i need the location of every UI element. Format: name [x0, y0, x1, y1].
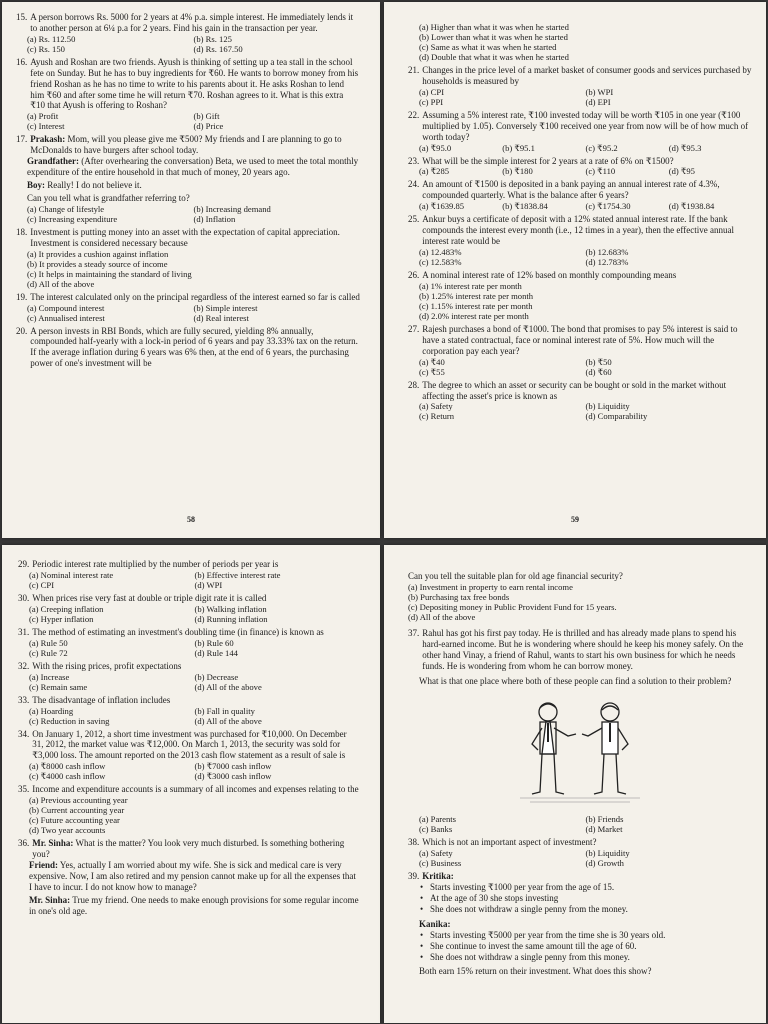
- option-d: (d) All of the above: [27, 278, 95, 289]
- question-prompt: What is that one place where both of these people can find a solution to their problem?: [419, 675, 732, 686]
- question-36-continued: [408, 571, 752, 622]
- question-text: On January 1, 2012, a short time investment was purchased for ₹10,000. On December 31, 2012, the market value was ₹12,000. On March 1, 2013, the security was sold for ₹3,000 loss. The amount reported on the 2013 cash flow statement as a result of sale is: [32, 728, 347, 761]
- option-b: (b) Liquidity: [585, 848, 630, 859]
- options: [16, 34, 360, 54]
- question-text: Changes in the price level of a market basket of consumer goods and services purchased by households is measured by: [422, 65, 752, 86]
- question-text: Ayush and Roshan are two friends. Ayush is thinking of setting up a tea stall in the school fete on Sunday. But he has to buy ingredients for ₹60. He wants to borrow money from his friend Roshan as he has no time to write to his parents about it. He asks Roshan to lend him ₹60 and after some time he will return ₹70. Roshan agrees to it. What is this extra ₹10 that Ayush is offering to Roshan?: [30, 56, 359, 111]
- option-c: (c) CPI: [29, 579, 55, 590]
- option-d: (d) Market: [585, 824, 623, 835]
- options: [408, 22, 752, 62]
- option-b: (b) WPI: [585, 86, 614, 97]
- question-number: 34.: [18, 728, 30, 739]
- option-c: (c) Reduction in saving: [29, 715, 110, 726]
- question-text: Ankur buys a certificate of deposit with a 12% stated annual interest rate. If the bank compounds the interest every month (i.e., 12 times in a year), then the effective annual interest rate would be: [422, 214, 734, 247]
- question-31: [18, 627, 360, 658]
- question-34: [18, 729, 360, 782]
- question-text: When prices rise very fast at double or triple digit rate it is called: [32, 592, 267, 603]
- option-d: (d) Running inflation: [194, 613, 268, 624]
- option-c: (c) 1.15% interest rate per month: [419, 300, 533, 311]
- question-text: The degree to which an asset or security can be bought or sold in the market without affecting the asset's price is known as: [422, 379, 727, 401]
- question-number: 37.: [408, 627, 420, 638]
- option-d: (d) Real interest: [193, 312, 249, 323]
- question-number: 19.: [16, 291, 28, 302]
- page-61-content: [408, 571, 752, 980]
- kanika-list: [408, 930, 752, 963]
- men-conversation-icon: [510, 694, 650, 806]
- option-a: (a) 12.483%: [419, 246, 462, 257]
- dialogue-line: Yes, actually I am worried about my wife. She is sick and medical care is very expensive. Now, I am also retired and my pension cannot make up for all the expenses that I have to incur. I do not know how to manage?: [29, 859, 356, 892]
- list-item: • She does not withdraw a single penny from this money.: [420, 952, 752, 963]
- question-19: [16, 292, 360, 323]
- option-a: (a) Compound interest: [27, 302, 105, 313]
- option-b: (b) Liquidity: [585, 401, 630, 412]
- person-name: Kritika:: [422, 871, 454, 882]
- options: [408, 87, 752, 107]
- options: [18, 672, 360, 692]
- list-item: • She continue to invest the same amount till the age of 60.: [420, 941, 752, 952]
- option-d: (d) Inflation: [193, 213, 236, 224]
- option-a: (a) It provides a cushion against inflation: [27, 248, 169, 259]
- question-number: 24.: [408, 179, 420, 190]
- option-c: (c) 12.583%: [419, 256, 462, 267]
- option-c: (c) Remain same: [29, 681, 88, 692]
- speaker-name: Friend:: [29, 859, 58, 870]
- option-c: (c) ₹1754.30: [585, 201, 631, 212]
- option-a: (a) Rule 50: [29, 637, 68, 648]
- option-c: (c) Business: [419, 858, 462, 869]
- options: [408, 814, 752, 834]
- dialogue-line: Really! I do not believe it.: [47, 179, 142, 190]
- option-a: (a) Rs. 112.50: [27, 33, 76, 44]
- list-item: • Starts investing ₹1000 per year from the age of 15.: [420, 882, 752, 893]
- question-text: A person invests in RBI Bonds, which are fully secured, yielding 8% annually, compounded half-yearly with a lock-in period of 6 years and pay 33.33% tax on the return. If the average inflation during 6 years was 6% then, at the end of 6 years, the purchasing power of one's investment will be: [30, 325, 358, 369]
- options: [408, 247, 752, 267]
- question-number: 36.: [18, 838, 30, 849]
- question-text: Which is not an important aspect of investment?: [422, 837, 597, 848]
- question-text: The disadvantage of inflation includes: [32, 694, 171, 705]
- option-d: (d) Rule 144: [194, 647, 238, 658]
- options: [16, 303, 360, 323]
- question-number: 17.: [16, 134, 28, 145]
- option-c: (c) ₹4000 cash inflow: [29, 771, 106, 782]
- option-b: (b) Rs. 125: [193, 33, 232, 44]
- dialogue-line: True my friend. One needs to make enough provisions for some regular income in one's old age.: [29, 894, 359, 916]
- options: [408, 848, 752, 868]
- option-d: (d) Growth: [585, 858, 624, 869]
- option-d: (d) ₹3000 cash inflow: [194, 771, 272, 782]
- option-d: (d) All of the above: [194, 681, 262, 692]
- option-c: (c) Rule 72: [29, 647, 68, 658]
- question-text: Income and expenditure accounts is a summary of all incomes and expenses relating to the: [32, 784, 359, 795]
- question-22: [408, 110, 752, 153]
- option-b: (b) ₹50: [585, 356, 612, 367]
- option-d: (d) Comparability: [585, 411, 648, 422]
- option-b: (b) ₹95.1: [502, 142, 535, 153]
- option-a: (a) Increase: [29, 671, 70, 682]
- option-b: (b) 12.683%: [585, 246, 629, 257]
- option-b: (b) Rule 60: [194, 637, 234, 648]
- page-number: 58: [187, 515, 195, 524]
- question-number: 35.: [18, 784, 30, 795]
- question-number: 22.: [408, 109, 420, 120]
- question-text: Investment is putting money into an asset with the expectation of capital appreciation. Investment is considered necessary because: [30, 226, 340, 248]
- question-28: [408, 380, 752, 422]
- question-32: [18, 661, 360, 692]
- options: [16, 204, 360, 224]
- option-a: (a) Previous accounting year: [29, 795, 128, 806]
- speaker-name: Mr. Sinha:: [32, 838, 74, 849]
- question-23: [408, 156, 752, 177]
- question-number: 29.: [18, 559, 30, 569]
- page-60-content: [18, 559, 360, 920]
- dialogue-line: (After overhearing the conversation) Beta, we used to meet the total monthly expenditure of the entire household in that much of money, 20 years ago.: [27, 156, 359, 178]
- option-a: (a) 1% interest rate per month: [419, 280, 522, 291]
- question-38: [408, 837, 752, 868]
- option-a: (a) Safety: [419, 401, 453, 412]
- options: [18, 706, 360, 726]
- question-text: Rajesh purchases a bond of ₹1000. The bond that promises to pay 5% interest is said to have a stated contractual, face or nominal interest rate of 5%. How much will the corporation pay each year?: [422, 323, 738, 356]
- speaker-name: Mr. Sinha:: [29, 894, 71, 905]
- options: [18, 761, 360, 781]
- option-d: (d) All of the above: [194, 715, 262, 726]
- option-d: (d) ₹95.3: [668, 142, 702, 153]
- question-35: [18, 784, 360, 835]
- list-item: • At the age of 30 she stops investing: [420, 893, 752, 904]
- options: [408, 143, 752, 153]
- options: [408, 281, 752, 321]
- option-d: (d) Price: [193, 121, 224, 132]
- question-text: The interest calculated only on the principal regardless of the interest earned so far is called: [30, 291, 360, 302]
- option-d: (d) Two year accounts: [29, 825, 106, 836]
- question-39: [408, 871, 752, 976]
- kritika-list: [408, 882, 752, 915]
- two-men-talking-illustration: [408, 692, 752, 808]
- option-d: (d) Rs. 167.50: [193, 43, 243, 54]
- option-c: (c) Interest: [27, 121, 65, 132]
- question-25: [408, 214, 752, 267]
- page-60: [2, 545, 380, 1023]
- option-d: (d) 2.0% interest rate per month: [419, 310, 529, 321]
- page-58-content: [16, 12, 360, 372]
- options: [408, 401, 752, 421]
- question-20-options: [408, 22, 752, 62]
- speaker-name: Prakash:: [30, 134, 66, 145]
- option-a: (a) ₹95.0: [419, 142, 452, 153]
- option-a: (a) Hoarding: [29, 705, 74, 716]
- option-a: (a) Creeping inflation: [29, 603, 104, 614]
- option-b: (b) Simple interest: [193, 302, 258, 313]
- question-number: 32.: [18, 660, 30, 671]
- option-c: (c) Rs. 150: [27, 43, 65, 54]
- question-text: An amount of ₹1500 is deposited in a bank paying an annual interest rate of 4.3%, compounded quarterly. What is the balance after 6 years?: [422, 179, 720, 201]
- question-16: [16, 57, 360, 132]
- options: [18, 795, 360, 835]
- options: [408, 582, 752, 622]
- list-item: • She does not withdraw a single penny from the money.: [420, 904, 752, 915]
- page-number: 59: [571, 515, 579, 524]
- question-number: 16.: [16, 56, 28, 67]
- option-c: (c) Future accounting year: [29, 815, 120, 826]
- question-text: Both earn 15% return on their investment. What does this show?: [419, 965, 652, 976]
- question-text: Assuming a 5% interest rate, ₹100 invested today will be worth ₹105 in one year (₹100 multiplied by 1.05). Conversely ₹100 received one year from now will be of how much of worth today?: [422, 109, 749, 142]
- options: [18, 604, 360, 624]
- option-d: (d) ₹95: [668, 166, 695, 177]
- option-b: (b) 1.25% interest rate per month: [419, 290, 534, 301]
- question-33: [18, 695, 360, 726]
- options: [408, 166, 752, 176]
- option-b: (b) It provides a steady source of income: [27, 258, 168, 269]
- list-item: • Starts investing ₹5000 per year from the time she is 30 years old.: [420, 930, 752, 941]
- option-c: (c) Depositing money in Public Provident Fund for 15 years.: [408, 601, 617, 612]
- option-c: (c) Increasing expenditure: [27, 213, 118, 224]
- question-text: A person borrows Rs. 5000 for 2 years at 4% p.a. simple interest. He immediately lends it to another person at 6¼ p.a for 2 years. Find his gain in the transaction per year.: [30, 12, 354, 33]
- option-c: (c) PPI: [419, 96, 444, 107]
- option-a: (a) Higher than what it was when he started: [419, 22, 569, 32]
- speaker-name: Grandfather:: [27, 156, 79, 167]
- option-b: (b) Decrease: [194, 671, 239, 682]
- question-number: 21.: [408, 65, 420, 75]
- option-b: (b) Walking inflation: [194, 603, 267, 614]
- question-36: [18, 838, 360, 916]
- option-d: (d) 12.783%: [585, 256, 629, 267]
- option-c: (c) Annualised interest: [27, 312, 105, 323]
- question-number: 30.: [18, 592, 30, 603]
- question-number: 28.: [408, 379, 420, 390]
- question-text: With the rising prices, profit expectations: [32, 660, 182, 671]
- dialogue-line: What is the matter? You look very much disturbed. Is something bothering you?: [32, 838, 345, 860]
- question-text: Can you tell the suitable plan for old age financial security?: [408, 571, 623, 581]
- option-a: (a) ₹285: [419, 166, 450, 177]
- option-d: (d) ₹60: [585, 366, 612, 377]
- option-c: (c) It helps in maintaining the standard of living: [27, 268, 192, 279]
- option-b: (b) Lower than what it was when he started: [419, 32, 568, 42]
- question-15: [16, 12, 360, 54]
- options: [16, 249, 360, 289]
- person-name: Kanika:: [419, 918, 451, 929]
- option-c: (c) Hyper inflation: [29, 613, 94, 624]
- question-text: Can you tell what is grandfather referring to?: [27, 192, 190, 203]
- question-26: [408, 270, 752, 321]
- option-a: (a) CPI: [419, 86, 445, 97]
- question-number: 25.: [408, 214, 420, 225]
- question-number: 38.: [408, 837, 420, 848]
- option-b: (b) Gift: [193, 111, 220, 122]
- options: [18, 638, 360, 658]
- question-text: What will be the simple interest for 2 years at a rate of 6% on ₹1500?: [422, 155, 674, 166]
- page-61: [384, 545, 766, 1023]
- question-number: 26.: [408, 269, 420, 280]
- option-b: (b) Fall in quality: [194, 705, 255, 716]
- option-d: (d) All of the above: [408, 611, 476, 622]
- question-text: Rahul has got his first pay today. He is thrilled and has already made plans to spend his hard-earned income. But he is wondering where should he keep his money safely. On the other hand Vinay, a friend of Rahul, wants to start his own business for which he needs funds. He is wondering from whom he can borrow money.: [422, 627, 744, 671]
- question-18: [16, 227, 360, 289]
- option-d: (d) EPI: [585, 96, 611, 107]
- question-30: [18, 593, 360, 624]
- options: [408, 201, 752, 211]
- question-number: 18.: [16, 226, 28, 237]
- option-c: (c) ₹95.2: [585, 142, 618, 153]
- option-c: (c) ₹110: [585, 166, 616, 177]
- options: [18, 570, 360, 590]
- option-d: (d) ₹1938.84: [668, 201, 715, 212]
- question-text: The method of estimating an investment's doubling time (in finance) is known as: [32, 626, 324, 637]
- option-c: (c) Return: [419, 411, 455, 422]
- option-b: (b) ₹7000 cash inflow: [194, 761, 272, 772]
- question-21: [408, 65, 752, 107]
- question-number: 33.: [18, 694, 30, 705]
- option-a: (a) ₹1639.85: [419, 201, 465, 212]
- option-a: (a) ₹40: [419, 356, 445, 367]
- option-c: (c) ₹55: [419, 366, 445, 377]
- page-59: [384, 2, 766, 538]
- page-59-content: [408, 22, 752, 424]
- option-b: (b) ₹180: [502, 166, 533, 177]
- dialogue-line: Mom, will you please give me ₹500? My friends and I are planning to go to McDonalds to have burgers after school today.: [30, 134, 342, 156]
- option-b: (b) Effective interest rate: [194, 569, 281, 580]
- option-b: (b) Friends: [585, 814, 624, 825]
- question-20: [16, 326, 360, 370]
- question-number: 39.: [408, 871, 420, 882]
- option-a: (a) Nominal interest rate: [29, 569, 114, 580]
- option-a: (a) Change of lifestyle: [27, 203, 105, 214]
- question-text: Periodic interest rate multiplied by the number of periods per year is: [32, 559, 279, 569]
- option-a: (a) ₹8000 cash inflow: [29, 761, 106, 772]
- option-b: (b) Current accounting year: [29, 805, 125, 816]
- option-d: (d) WPI: [194, 579, 223, 590]
- option-b: (b) Increasing demand: [193, 203, 271, 214]
- option-c: (c) Same as what it was when he started: [419, 42, 557, 52]
- option-c: (c) Banks: [419, 824, 453, 835]
- options: [16, 111, 360, 131]
- option-b: (b) ₹1838.84: [502, 201, 548, 212]
- question-37: [408, 628, 752, 835]
- option-a: (a) Profit: [27, 111, 59, 122]
- question-29: [18, 559, 360, 590]
- question-number: 27.: [408, 323, 420, 334]
- option-d: (d) Double that what it was when he started: [419, 52, 569, 62]
- option-b: (b) Purchasing tax free bonds: [408, 591, 510, 602]
- question-number: 23.: [408, 155, 420, 166]
- question-24: [408, 179, 752, 211]
- option-a: (a) Parents: [419, 814, 456, 825]
- speaker-name: Boy:: [27, 179, 45, 190]
- question-number: 20.: [16, 325, 28, 336]
- option-a: (a) Investment in property to earn rental income: [408, 581, 573, 592]
- question-number: 31.: [18, 626, 30, 637]
- page-58: [2, 2, 380, 538]
- question-17: [16, 134, 360, 223]
- option-a: (a) Safety: [419, 848, 453, 859]
- question-27: [408, 324, 752, 377]
- options: [408, 357, 752, 377]
- question-text: A nominal interest rate of 12% based on monthly compounding means: [422, 269, 677, 280]
- question-number: 15.: [16, 12, 28, 22]
